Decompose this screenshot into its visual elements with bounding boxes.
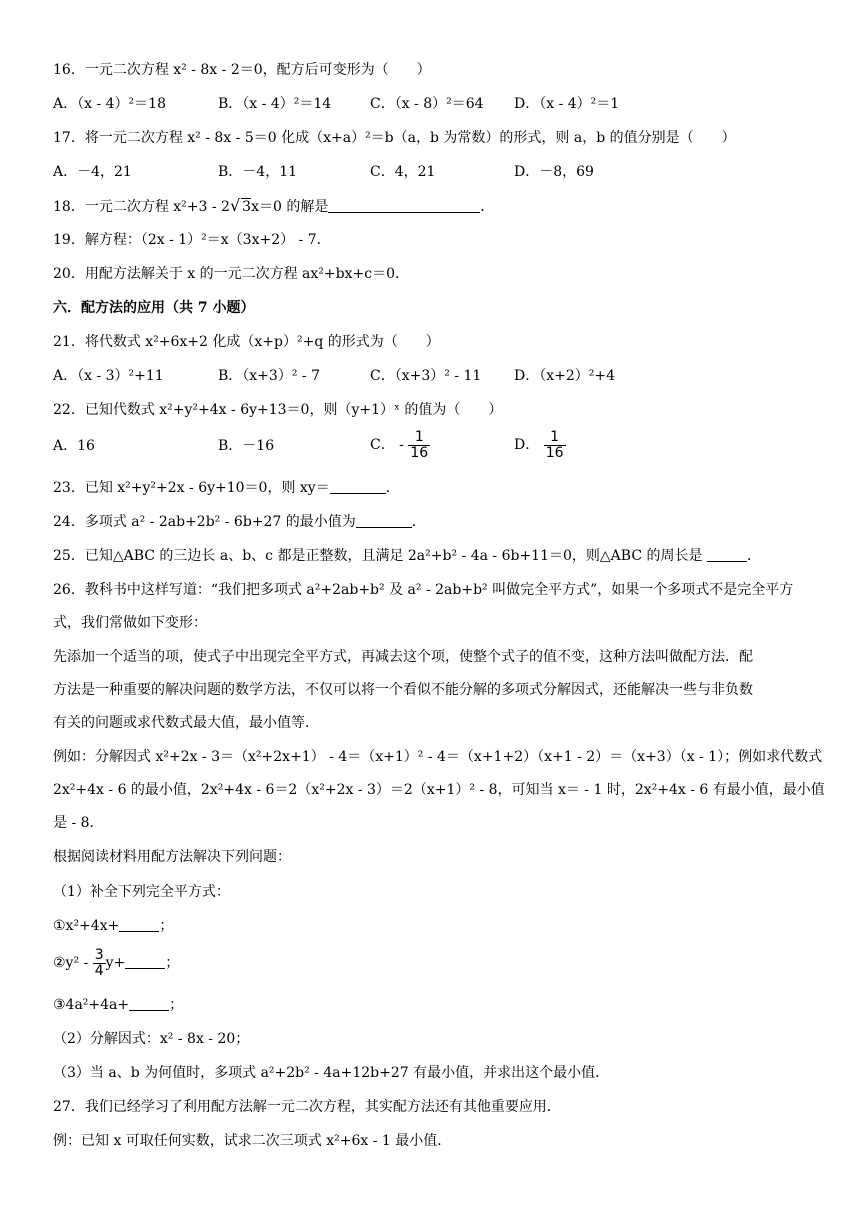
question-21-stem: 21．将代数式 x²+6x+2 化成（x+p）²+q 的形式为（ ） xyxy=(53,334,440,350)
q21-option-d: D．（x+2）²+4 xyxy=(514,368,616,384)
q24-answer-blank[interactable] xyxy=(356,513,412,528)
q23-stem: 23．已知 x²+y²+2x - 6y+10＝0，则 xy＝ xyxy=(53,480,330,496)
sqrt-sign-icon: √ xyxy=(229,196,241,215)
q23-end: ． xyxy=(385,480,400,496)
question-20-stem: 20．用配方法解关于 x 的一元二次方程 ax²+bx+c＝0． xyxy=(53,266,409,282)
q22-c-denominator: 16 xyxy=(410,444,429,461)
q26-part-1: （1）补全下列完全平方式： xyxy=(53,884,230,900)
question-23 xyxy=(53,478,400,498)
q22-option-b: B．－16 xyxy=(218,438,275,454)
q26-p1a-blank[interactable] xyxy=(119,917,159,932)
q18-answer-blank[interactable] xyxy=(328,198,480,213)
q26-part-1b xyxy=(53,946,179,980)
question-19-stem: 19．解方程：（2x - 1）²＝x（3x+2） - 7． xyxy=(53,232,331,248)
question-16-stem: 16．一元二次方程 x² - 8x - 2＝0，配方后可变形为（ ） xyxy=(53,62,431,78)
q18-suffix: x＝0 的解是 xyxy=(251,199,329,215)
q26-p1c-blank[interactable] xyxy=(129,996,169,1011)
question-22-stem: 22．已知代数式 x²+y²+4x - 6y+13＝0，则（y+1）ˣ 的值为（ ） xyxy=(53,402,503,418)
q22-option-c xyxy=(370,428,430,462)
q26-p1b-numerator: 3 xyxy=(94,946,104,963)
q26-p1c-expr: ③4a²+4a+ xyxy=(53,997,130,1013)
section-6-title: 六．配方法的应用（共 7 小题） xyxy=(53,300,255,316)
q26-part-2: （2）分解因式：x² - 8x - 20； xyxy=(53,1031,250,1047)
q26-part-1a xyxy=(53,916,173,936)
q26-body-line-2: 方法是一种重要的解决问题的数学方法，不仅可以将一个看似不能分解的多项式分解因式，还能解决一些与非负数 xyxy=(53,682,753,698)
question-27-line-1: 27．我们已经学习了利用配方法解一元二次方程，其实配方法还有其他重要应用． xyxy=(53,1099,561,1115)
q26-example-line-3: 是 - 8． xyxy=(53,815,104,831)
q22-d-denominator: 16 xyxy=(545,444,564,461)
q26-p1c-semicolon: ； xyxy=(169,997,184,1013)
question-27-line-2: 例：已知 x 可取任何实数，试求二次三项式 x²+6x - 1 最小值． xyxy=(53,1133,452,1149)
q16-option-d: D．（x - 4）²＝1 xyxy=(514,96,620,112)
q26-intro-line-1: 26．教科书中这样写道：“我们把多项式 a²+2ab+b² 及 a² - 2ab+b² 叫做完全平方式”，如果一个多项式不是完全平方 xyxy=(53,582,794,598)
q26-part-1c xyxy=(53,995,183,1015)
q22-d-label: D． xyxy=(514,437,540,453)
q26-p1b-pre: ②y² - xyxy=(53,955,93,971)
q22-c-label: C． xyxy=(370,437,395,453)
q26-body-line-1: 先添加一个适当的项，使式子中出现完全平方式，再减去这个项，使整个式子的值不变，这种方法叫做配方法．配 xyxy=(53,649,753,665)
q16-option-b: B．（x - 4）²＝14 xyxy=(218,96,332,112)
q26-part-3: （3）当 a、b 为何值时，多项式 a²+2b² - 4a+12b+27 有最小值，并求出这个最小值． xyxy=(53,1065,610,1081)
q21-option-c: C．（x+3）² - 11 xyxy=(370,368,482,384)
q26-p1b-fraction xyxy=(93,948,106,979)
q17-option-b: B．－4，11 xyxy=(218,164,298,180)
q17-option-c: C．4，21 xyxy=(370,164,436,180)
q26-p1a-semicolon: ； xyxy=(159,918,174,934)
question-24 xyxy=(53,512,426,532)
question-25 xyxy=(53,546,761,566)
q24-end: ． xyxy=(411,514,426,530)
q26-p1b-semicolon: ； xyxy=(165,955,180,971)
q26-p1b-post: y+ xyxy=(105,955,126,971)
q16-option-c: C．（x - 8）²＝64 xyxy=(370,96,484,112)
q22-c-sign: - xyxy=(399,437,404,453)
q26-p1b-denominator: 4 xyxy=(94,962,104,979)
q18-end: ． xyxy=(480,199,495,215)
q26-example-line-2: 2x²+4x - 6 的最小值，2x²+4x - 6＝2（x²+2x - 3）＝2（x+1）² - 8，可知当 x＝ - 1 时，2x²+4x - 6 有最小值，最小值 xyxy=(53,782,825,798)
q22-d-fraction xyxy=(544,430,566,461)
question-17-stem: 17．将一元二次方程 x² - 8x - 5＝0 化成（x+a）²＝b（a，b 为常数）的形式，则 a，b 的值分别是（ ） xyxy=(53,130,736,146)
q22-c-numerator: 1 xyxy=(408,430,430,446)
q21-option-a: A．（x - 3）²+11 xyxy=(53,368,164,384)
q26-body-line-3: 有关的问题或求代数式最大值，最小值等． xyxy=(53,715,319,731)
q24-stem: 24．多项式 a² - 2ab+2b² - 6b+27 的最小值为 xyxy=(53,514,356,530)
q16-option-a: A．（x - 4）²＝18 xyxy=(53,96,166,112)
q22-d-numerator: 1 xyxy=(544,430,566,446)
q26-example-line-1: 例如：分解因式 x²+2x - 3＝（x²+2x+1） - 4＝（x+1）² - 4＝（x+1+2）（x+1 - 2）＝（x+3）（x - 1）；例如求代数式 xyxy=(53,749,823,765)
q22-c-fraction xyxy=(408,430,430,461)
q22-option-a: A．16 xyxy=(53,438,95,454)
q26-p1b-blank[interactable] xyxy=(125,954,165,969)
q22-option-d xyxy=(514,428,566,462)
q17-option-d: D．－8，69 xyxy=(514,164,594,180)
q26-p1a-expr: ①x²+4x+ xyxy=(53,918,120,934)
q17-option-a: A．－4，21 xyxy=(53,164,132,180)
q26-task: 根据阅读材料用配方法解决下列问题： xyxy=(53,849,291,865)
question-18 xyxy=(53,196,494,217)
q23-answer-blank[interactable] xyxy=(330,479,386,494)
q26-intro-line-2: 式，我们常做如下变形： xyxy=(53,615,207,631)
q18-radicand: 3 xyxy=(242,199,252,215)
q18-prefix: 18．一元二次方程 x²+3 - 2 xyxy=(53,199,230,215)
q25-answer-blank[interactable] xyxy=(707,547,747,562)
q25-end: ． xyxy=(746,548,761,564)
q21-option-b: B．（x+3）² - 7 xyxy=(218,368,320,384)
q25-stem: 25．已知△ABC 的三边长 a、b、c 都是正整数，且满足 2a²+b² - 4a - 6b+11＝0，则△ABC 的周长是 xyxy=(53,548,703,564)
